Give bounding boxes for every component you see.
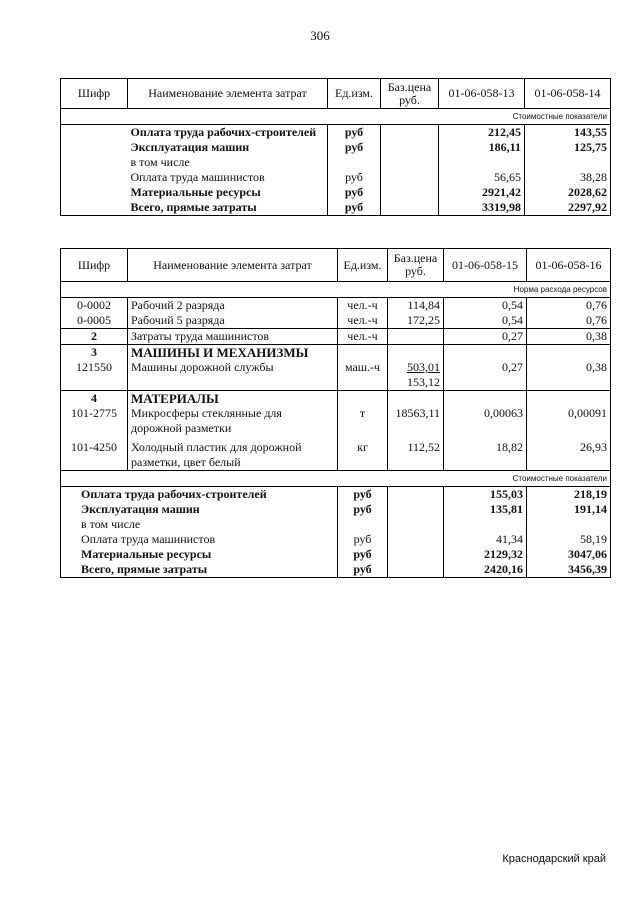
table-row: 101-2775 Микросферы стеклянные для дорожной разметки т 18563,11 0,00063 0,00091	[61, 406, 611, 440]
table-row: Эксплуатация машин руб 186,11 125,75	[61, 140, 611, 155]
table-row: Оплата труда рабочих-строителей руб 212,45 143,55	[61, 125, 611, 141]
header-code: Шифр	[61, 79, 128, 109]
table-row: 0-0002 Рабочий 2 разряда чел.-ч 114,84 0,54 0,76	[61, 298, 611, 314]
table-row: Оплата труда машинистов руб 41,34 58,19	[61, 532, 611, 547]
subheader-cost: Стоимостные показатели	[444, 471, 611, 487]
price-secondary: 153,12	[407, 375, 440, 389]
price-primary: 503,01	[407, 360, 440, 374]
cost-table-1	[60, 78, 611, 216]
table-row: в том числе	[61, 155, 611, 170]
page-number: 306	[310, 28, 330, 43]
table-row: 3 МАШИНЫ И МЕХАНИЗМЫ	[61, 345, 611, 361]
header-price: Баз.цена руб.	[388, 249, 444, 282]
table-row: Оплата труда машинистов руб 56,65 38,28	[61, 170, 611, 185]
header-unit: Ед.изм.	[338, 249, 388, 282]
table-row: Эксплуатация машин руб 135,81 191,14	[61, 502, 611, 517]
table-row: Всего, прямые затраты руб 3319,98 2297,92	[61, 200, 611, 216]
footer-region: Краснодарский край	[502, 853, 606, 865]
header-code: Шифр	[61, 249, 128, 282]
subheader-cost: Стоимостные показатели	[439, 109, 611, 125]
subheader-norm: Норма расхода ресурсов	[444, 282, 611, 298]
header-col-1: 01-06-058-15	[444, 249, 527, 282]
table-row: в том числе	[61, 517, 611, 532]
table-row: Всего, прямые затраты руб 2420,16 3456,39	[61, 562, 611, 578]
header-col-2: 01-06-058-14	[525, 79, 611, 109]
table-row: 101-4250 Холодный пластик для дорожной разметки, цвет белый кг 112,52 18,82 26,93	[61, 440, 611, 471]
header-name: Наименование элемента затрат	[128, 79, 328, 109]
header-col-1: 01-06-058-13	[439, 79, 525, 109]
table-row: 4 МАТЕРИАЛЫ	[61, 391, 611, 407]
table-row: Оплата труда рабочих-строителей руб 155,03 218,19	[61, 487, 611, 503]
table-row: 2 Затраты труда машинистов чел.-ч 0,27 0,38	[61, 329, 611, 345]
cost-table-2	[60, 248, 611, 578]
header-col-2: 01-06-058-16	[527, 249, 611, 282]
table-row: 121550 Машины дорожной службы маш.-ч 503,01 153,12 0,27 0,38	[61, 360, 611, 391]
header-name: Наименование элемента затрат	[128, 249, 338, 282]
table-row: 0-0005 Рабочий 5 разряда чел.-ч 172,25 0,54 0,76	[61, 313, 611, 329]
header-unit: Ед.изм.	[328, 79, 381, 109]
table-row: Материальные ресурсы руб 2129,32 3047,06	[61, 547, 611, 562]
table-row: Материальные ресурсы руб 2921,42 2028,62	[61, 185, 611, 200]
header-price: Баз.цена руб.	[381, 79, 439, 109]
